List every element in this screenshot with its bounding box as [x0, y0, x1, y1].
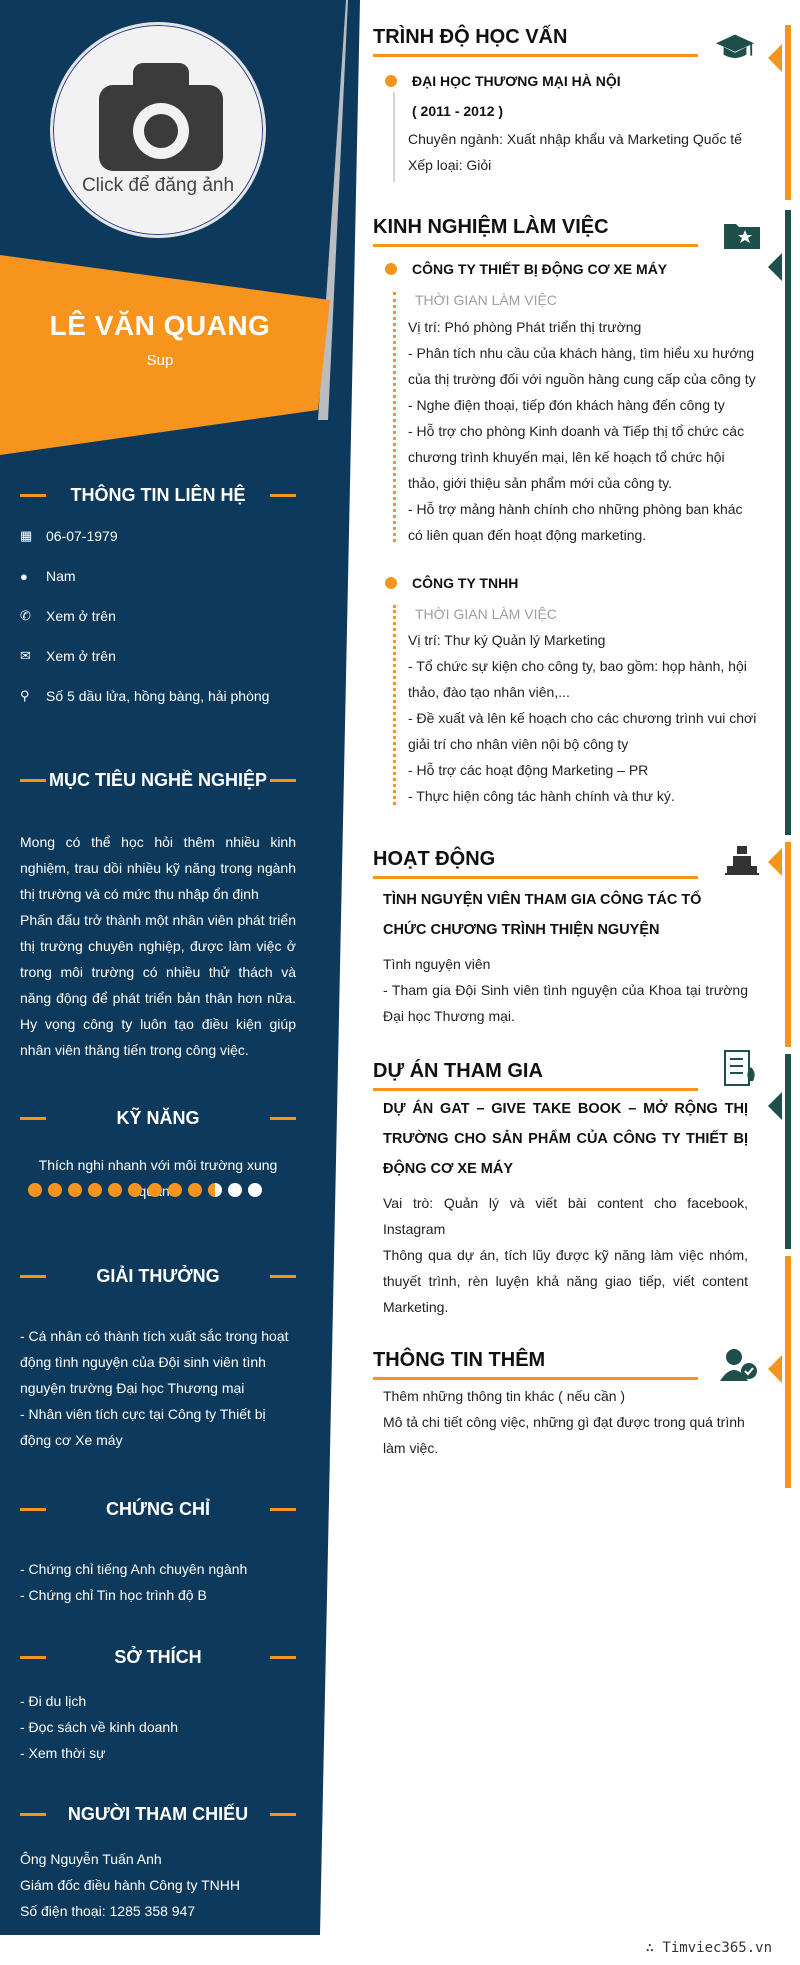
- section-underline: [373, 876, 698, 879]
- reference-position: Giám đốc điều hành Công ty TNHH: [20, 1877, 240, 1893]
- rating-dot: [148, 1183, 162, 1197]
- accent-bar: [785, 210, 791, 835]
- projects-section-title: DỰ ÁN THAM GIA: [373, 1060, 543, 1082]
- contact-dob: [20, 528, 118, 544]
- activity-heading: TÌNH NGUYỆN VIÊN THAM GIA CÔNG TÁC TỔ CHỨC CHƯƠNG TRÌNH THIỆN NGUYỆN: [383, 892, 702, 938]
- section-underline: [373, 1377, 698, 1380]
- objective-section-title: MỤC TIÊU NGHỀ NGHIỆP: [20, 765, 296, 795]
- section-underline: [373, 54, 698, 57]
- skills-section-title: KỸ NĂNG: [20, 1103, 296, 1133]
- timeline-bullet: [385, 75, 397, 87]
- additional-line-2: Mô tả chi tiết công việc, những gì đạt được trong quá trình làm việc.: [383, 1414, 745, 1456]
- user-check-icon: [718, 1348, 758, 1382]
- gender-value: Nam: [46, 568, 76, 584]
- contact-address: [20, 688, 269, 704]
- activity-role: Tình nguyện viên: [383, 956, 491, 972]
- accent-bar: [785, 25, 791, 200]
- rating-dot: [128, 1183, 142, 1197]
- rating-dot: [48, 1183, 62, 1197]
- section-underline: [373, 1088, 698, 1091]
- rating-dot: [88, 1183, 102, 1197]
- timeline-dotted-line: [393, 605, 396, 805]
- job2-duty-3: - Hỗ trợ các hoạt động Marketing – PR: [408, 762, 649, 778]
- job1-duty-3: - Hỗ trợ cho phòng Kinh doanh và Tiếp thị tổ chức các chương trình khuyến mại, lên kế hoạch tổ chức hội thảo, giới thiệu sản phẩm mới của công ty.: [408, 423, 745, 491]
- dob-value: 06-07-1979: [46, 528, 118, 544]
- project-description: Thông qua dự án, tích lũy được kỹ năng làm việc nhóm, thuyết trình, rèn luyện khả năng giao tiếp, viết content Marketing.: [383, 1247, 748, 1315]
- project-role: Vai trò: Quản lý và viết bài content cho facebook, Instagram: [383, 1195, 748, 1237]
- job1-duty-2: - Nghe điện thoại, tiếp đón khách hàng đến công ty: [408, 397, 725, 413]
- accent-tab: [768, 253, 782, 281]
- accent-tab: [768, 1355, 782, 1383]
- hobby-1: - Đi du lịch: [20, 1693, 87, 1709]
- education-section-title: TRÌNH ĐỘ HỌC VẤN: [373, 26, 568, 48]
- accent-bar: [785, 1256, 791, 1488]
- school-name: ĐẠI HỌC THƯƠNG MẠI HÀ NỘI: [412, 73, 621, 89]
- project-heading: DỰ ÁN GAT – GIVE TAKE BOOK – MỞ RỘNG THỊ TRƯỜNG CHO SẢN PHẨM CỦA CÔNG TY THIẾT BỊ ĐỘNG CƠ XE MÁY: [383, 1101, 748, 1177]
- accent-tab: [768, 848, 782, 876]
- job2-duty-1: - Tổ chức sự kiện cho công ty, bao gồm: họp hành, hội thảo, đào tạo nhân viên,...: [408, 658, 747, 700]
- timeline-bullet: [385, 577, 397, 589]
- references-section-title: NGƯỜI THAM CHIẾU: [20, 1799, 296, 1829]
- timeline-bullet: [385, 263, 397, 275]
- candidate-name: LÊ VĂN QUANG: [49, 310, 271, 341]
- rating-dot: [108, 1183, 122, 1197]
- job2-position: Vị trí: Thư ký Quản lý Marketing: [408, 632, 606, 648]
- phone-icon: ✆: [20, 608, 31, 623]
- location-pin-icon: ⚲: [20, 688, 30, 703]
- podium-icon: [722, 842, 762, 876]
- job1-company: CÔNG TY THIẾT BỊ ĐỘNG CƠ XE MÁY: [412, 261, 668, 277]
- rating-dot-empty: [248, 1183, 262, 1197]
- rating-dot: [68, 1183, 82, 1197]
- education-major: Chuyên ngành: Xuất nhập khẩu và Marketing Quốc tế: [408, 131, 742, 147]
- contact-section-title: THÔNG TIN LIÊN HỆ: [20, 480, 296, 510]
- activities-section-title: HOẠT ĐỘNG: [373, 848, 496, 870]
- address-value: Số 5 dầu lửa, hồng bàng, hải phòng: [46, 688, 270, 704]
- email-icon: ✉: [20, 648, 31, 663]
- phone-value: Xem ở trên: [46, 608, 116, 624]
- certs-section-title: CHỨNG CHỈ: [20, 1494, 296, 1524]
- contact-gender: [20, 568, 76, 584]
- camera-icon: [99, 63, 223, 171]
- timeline-line: [393, 92, 395, 182]
- hobby-3: - Xem thời sự: [20, 1745, 106, 1761]
- avatar-upload[interactable]: [50, 22, 266, 238]
- rating-dot-half: [208, 1183, 222, 1197]
- job2-company: CÔNG TY TNHH: [412, 575, 519, 591]
- job1-position: Vị trí: Phó phòng Phát triển thị trường: [408, 319, 642, 335]
- job2-time: THỜI GIAN LÀM VIỆC: [415, 606, 557, 622]
- footer-brand[interactable]: ∴ Timviec365.vn: [645, 1940, 772, 1956]
- education-grade: Xếp loại: Giỏi: [408, 157, 492, 173]
- skill-rating: [28, 1183, 262, 1197]
- job1-duty-4: - Hỗ trợ mảng hành chính cho những phòng ban khác có liên quan đến hoạt động marketing.: [408, 501, 743, 543]
- hobbies-section-title: SỞ THÍCH: [20, 1642, 296, 1672]
- folder-star-icon: [722, 218, 762, 252]
- email-value: Xem ở trên: [46, 648, 116, 664]
- job2-duty-4: - Thực hiện công tác hành chính và thư ký.: [408, 788, 675, 804]
- additional-section-title: THÔNG TIN THÊM: [373, 1349, 546, 1371]
- award-1: - Cá nhân có thành tích xuất sắc trong hoạt động tình nguyện của Đội sinh viên tình nguyện trường Đại học Thương mại: [20, 1328, 289, 1396]
- rating-dot: [28, 1183, 42, 1197]
- rating-dot: [168, 1183, 182, 1197]
- cert-1: - Chứng chỉ tiếng Anh chuyên ngành: [20, 1561, 248, 1577]
- person-icon: ●: [20, 568, 28, 584]
- graduation-cap-icon: [715, 30, 755, 64]
- job1-time: THỜI GIAN LÀM VIỆC: [415, 292, 557, 308]
- skill-name: Thích nghi nhanh với môi trường xung: [38, 1157, 278, 1173]
- rating-dot-empty: [228, 1183, 242, 1197]
- awards-section-title: GIẢI THƯỞNG: [20, 1261, 296, 1291]
- job2-duty-2: - Đề xuất và lên kế hoạch cho các chương trình vui chơi giải trí cho nhân viên nội bộ công ty: [408, 710, 757, 752]
- accent-bar: [785, 842, 791, 1047]
- hobby-2: - Đọc sách về kinh doanh: [20, 1719, 178, 1735]
- job1-duty-1: - Phân tích nhu cầu của khách hàng, tìm hiểu xu hướng của thị trường đối với nguồn hàng cung cấp của công ty: [408, 345, 756, 387]
- award-2: - Nhân viên tích cực tại Công ty Thiết bị động cơ Xe máy: [20, 1406, 266, 1448]
- accent-bar: [785, 1054, 791, 1249]
- activity-description: - Tham gia Đội Sinh viên tình nguyện của Khoa tại trường Đại học Thương mại.: [383, 982, 748, 1024]
- objective-text-2: Phấn đấu trở thành một nhân viên phát triển thị trường chuyên nghiệp, được làm việc ở trong môi trường có nhiều thử thách và năng động để phát triển bản thân hơn nữa. Hy vọng công ty luôn tạo điều kiện giúp nhân viên thăng tiến trong công việc.: [20, 912, 296, 1058]
- additional-line-1: Thêm những thông tin khác ( nếu cần ): [383, 1388, 626, 1404]
- school-years: ( 2011 - 2012 ): [412, 103, 504, 119]
- section-underline: [373, 244, 698, 247]
- timeline-dotted-line: [393, 292, 396, 542]
- contact-phone: [20, 608, 116, 624]
- checklist-rocket-icon: [720, 1052, 760, 1086]
- rating-dot: [188, 1183, 202, 1197]
- reference-name: Ông Nguyễn Tuấn Anh: [20, 1851, 162, 1867]
- experience-section-title: KINH NGHIỆM LÀM VIỆC: [373, 216, 609, 238]
- reference-phone: Số điện thoại: 1285 358 947: [20, 1903, 196, 1919]
- accent-tab: [768, 44, 782, 72]
- cert-2: - Chứng chỉ Tin học trình độ B: [20, 1587, 207, 1603]
- contact-email: [20, 648, 116, 664]
- calendar-icon: ▦: [20, 528, 33, 543]
- avatar-upload-label: Click để đăng ảnh: [81, 175, 235, 196]
- objective-text-1: Mong có thể học hỏi thêm nhiều kinh nghiệm, trau dồi nhiều kỹ năng trong ngành thị trường và có mức thu nhập ổn định: [20, 834, 296, 902]
- accent-tab: [768, 1092, 782, 1120]
- candidate-subtitle: Sup: [146, 352, 174, 369]
